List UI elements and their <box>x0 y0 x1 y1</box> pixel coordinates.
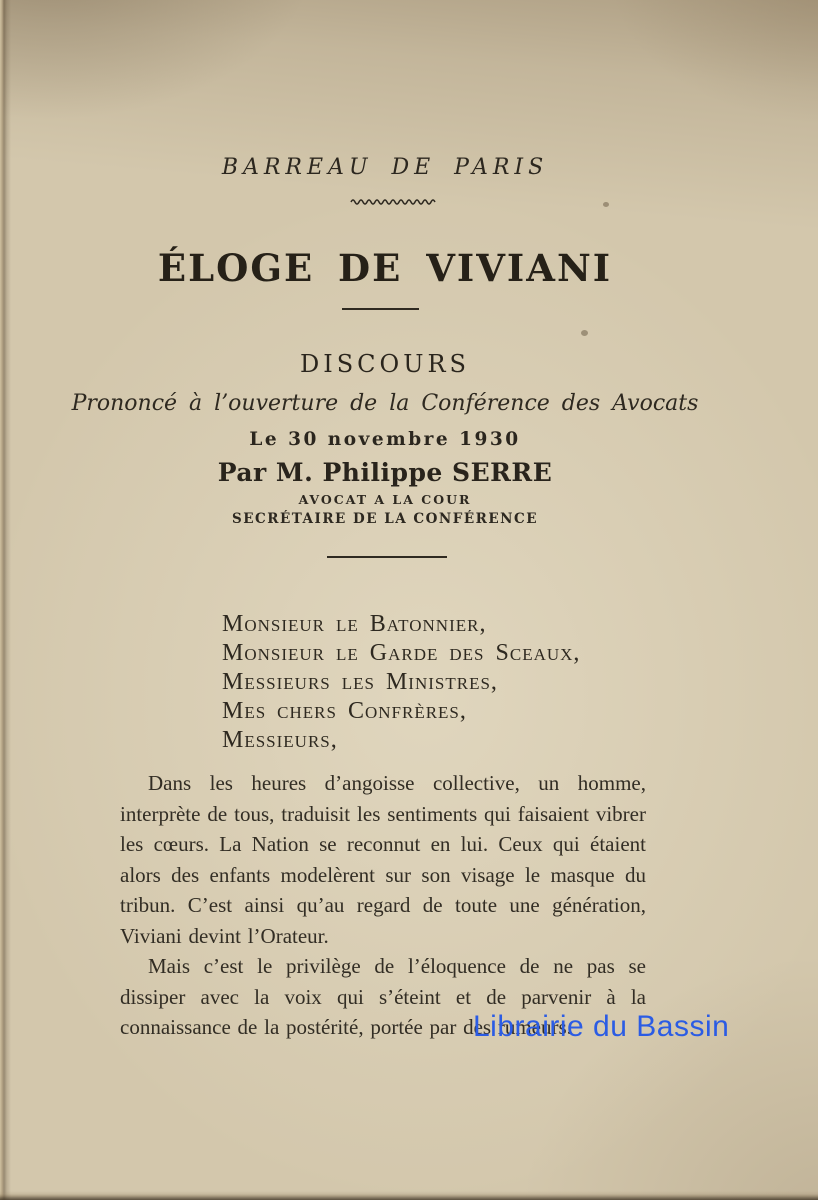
bookseller-watermark: Librairie du Bassin <box>473 1010 730 1043</box>
author-role-avocat: AVOCAT A LA COUR <box>298 492 472 507</box>
salutation-line: Messieurs les Ministres, <box>222 669 498 695</box>
salutation-line: Monsieur le Garde des Sceaux, <box>222 640 581 666</box>
salutation-line: Messieurs, <box>222 727 338 753</box>
separator-rule <box>327 556 447 558</box>
date-line: Le 30 novembre 1930 <box>249 429 521 450</box>
author-role-secretaire: SECRÉTAIRE DE LA CONFÉRENCE <box>231 511 539 527</box>
main-title: ÉLOGE DE VIVIANI <box>157 246 613 290</box>
salutation-line: Monsieur le Batonnier, <box>222 611 487 637</box>
title-rule <box>342 308 419 310</box>
body-text-block <box>120 768 646 1043</box>
salutations-block <box>222 610 580 755</box>
bar-association-name: BARREAU DE PARIS <box>221 155 549 180</box>
wavy-rule-icon <box>350 197 436 206</box>
salutation-line: Mes chers Confrères, <box>222 698 467 724</box>
genre-heading: DISCOURS <box>300 350 470 378</box>
paragraph: Mais c’est le privilège de l’éloquence de ne pas se dissiper avec la voix qui s’éteint et de parvenir à la connaissance de la postérité, portée par des rumeurs. <box>120 954 646 1039</box>
paragraph: Dans les heures d’angoisse collective, un homme, interprète de tous, traduisit les sentiments qui faisaient vibrer les cœurs. La Nation se reconnut en lui. Ceux qui étaient alors des enfants modelèrent sur son visage le masque du tribun. C’est ainsi qu’au regard de toute une génération, Viviani devint l’Orateur. <box>120 771 646 948</box>
author-byline: Par M. Philippe SERRE <box>217 458 553 487</box>
occasion-line: Prononcé à l’ouverture de la Conférence des Avocats <box>71 391 699 416</box>
